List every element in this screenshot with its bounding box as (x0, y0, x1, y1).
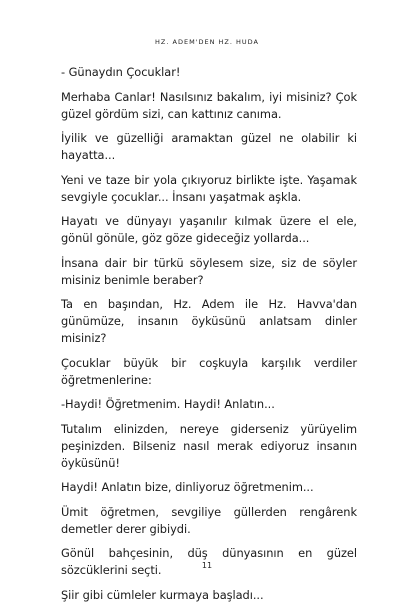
paragraph: Merhaba Canlar! Nasılsınız bakalım, iyi misiniz? Çok güzel gördüm sizi, can kattınız canıma. (61, 89, 357, 121)
paragraph: İyilik ve güzelliği aramaktan güzel ne olabilir ki hayatta... (61, 131, 357, 162)
paragraph: Tutalım elinizden, nereye giderseniz yürüyelim peşinizden. Bilseniz nasıl merak ediyoruz insanın öyküsünü! (61, 421, 357, 470)
paragraph: - Günaydın Çocuklar! (61, 65, 181, 79)
page-body (61, 64, 357, 604)
paragraph: Çocuklar büyük bir coşkuyla karşılık verdiler öğretmenlerine: (61, 355, 357, 387)
page-number: 11 (201, 561, 213, 570)
paragraph: Yeni ve taze bir yola çıkıyoruz birlikte işte. Yaşamak sevgiyle çocuklar... İnsanı yaşatmak aşkla. (61, 172, 357, 204)
paragraph: İnsana dair bir türkü söylesem size, siz de söyler misiniz benimle beraber? (61, 255, 357, 287)
paragraph: Ta en başından, Hz. Adem ile Hz. Havva'dan günümüze, insanın öyküsünü anlatsam dinler misiniz? (61, 297, 357, 345)
paragraph: Haydi! Anlatın bize, dinliyoruz öğretmenim... (61, 480, 314, 494)
paragraph: Şiir gibi cümleler kurmaya başladı... (61, 587, 264, 602)
paragraph: Hayatı ve dünyayı yaşanılır kılmak üzere el ele, gönül gönüle, göz göze gideceğiz yollarda... (61, 214, 357, 245)
paragraph: Gönül bahçesinin, düş dünyasının en güzel sözcüklerini seçti. (61, 546, 357, 577)
paragraph: Ümit öğretmen, sevgiliye güllerden rengârenk demetler derer gibiydi. (61, 504, 357, 536)
paragraph: -Haydi! Öğretmenim. Haydi! Anlatın... (61, 397, 275, 411)
running-header: HZ. ADEM'DEN HZ. HUDA (155, 38, 259, 46)
